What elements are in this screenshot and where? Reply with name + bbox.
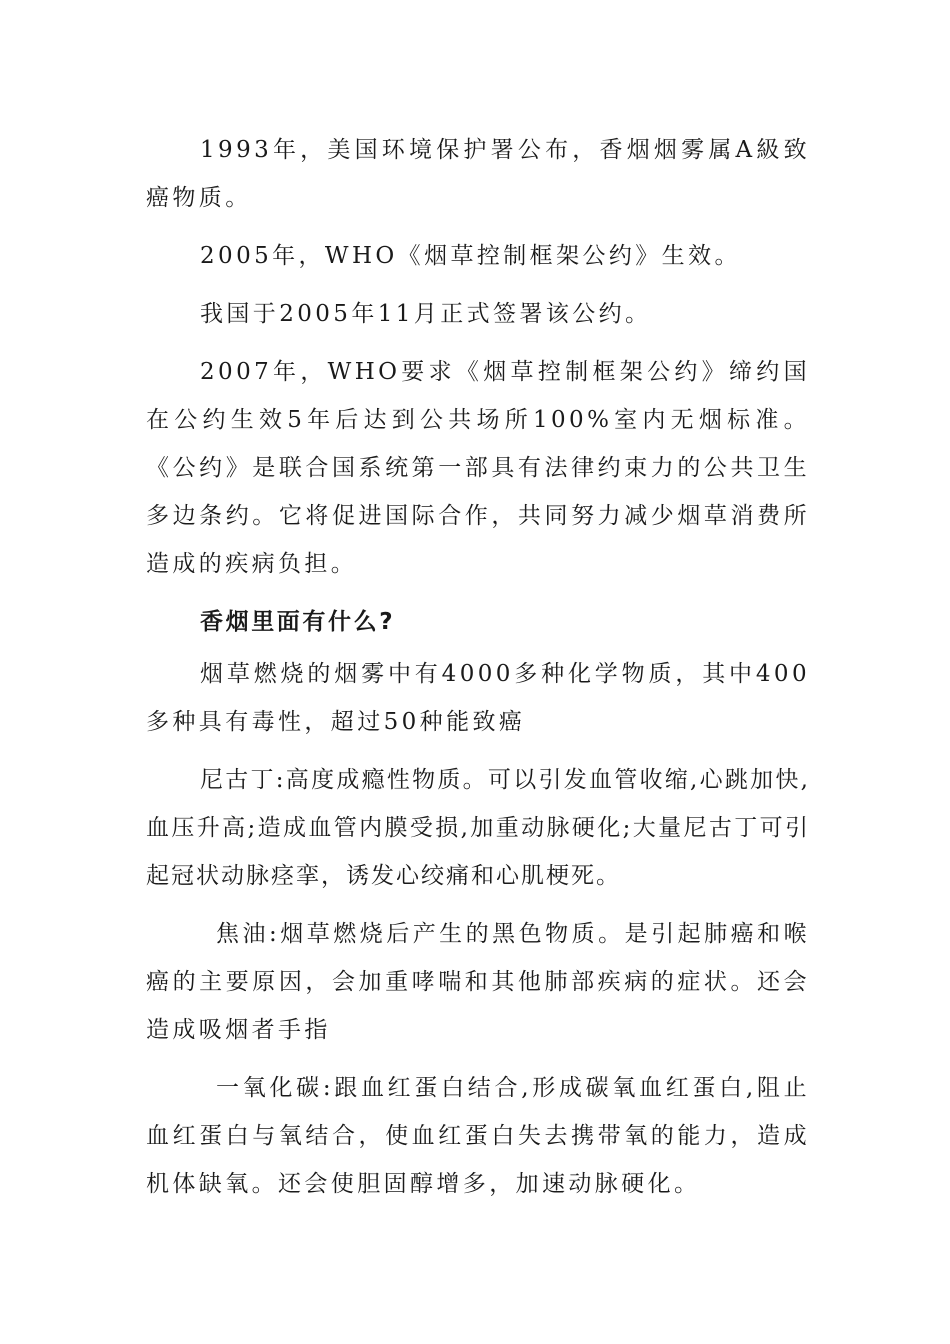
paragraph-china-signing: 我国于2005年11月正式签署该公约。 [200,301,652,327]
section-heading: 香烟里面有什么? [200,609,396,635]
document-page [146,126,810,1208]
paragraph-carbon-monoxide: 一氧化碳:跟血红蛋白结合,形成碳氧血红蛋白,阻止血红蛋白与氧结合，使血红蛋白失去携带氧的能力，造成机体缺氧。还会使胆固醇增多，加速动脉硬化。 [146,1075,810,1197]
paragraph-2005-fctc: 2005年，WHO《烟草控制框架公约》生效。 [200,243,741,269]
paragraph-1993-epa: 1993年，美国环境保护署公布，香烟烟雾属A級致癌物质。 [146,137,810,211]
paragraph-tar: 焦油:烟草燃烧后产生的黑色物质。是引起肺癌和喉癌的主要原因，会加重哮喘和其他肺部疾病的症状。还会造成吸烟者手指 [146,921,810,1043]
paragraph-2007-requirement: 2007年，WHO要求《烟草控制框架公约》缔约国在公约生效5年后达到公共场所100%室内无烟标准。《公约》是联合国系统第一部具有法律约束力的公共卫生多边条约。它将促进国际合作，共同努力减少烟草消费所造成的疾病负担。 [146,359,810,577]
paragraph-nicotine: 尼古丁:高度成瘾性物质。可以引发血管收缩,心跳加快,血压升高;造成血管内膜受损,加重动脉硬化;大量尼古丁可引起冠状动脉痉挛，诱发心绞痛和心肌梗死。 [146,767,810,889]
paragraph-smoke-chemicals: 烟草燃烧的烟雾中有4000多种化学物质，其中400多种具有毒性，超过50种能致癌 [146,661,810,735]
